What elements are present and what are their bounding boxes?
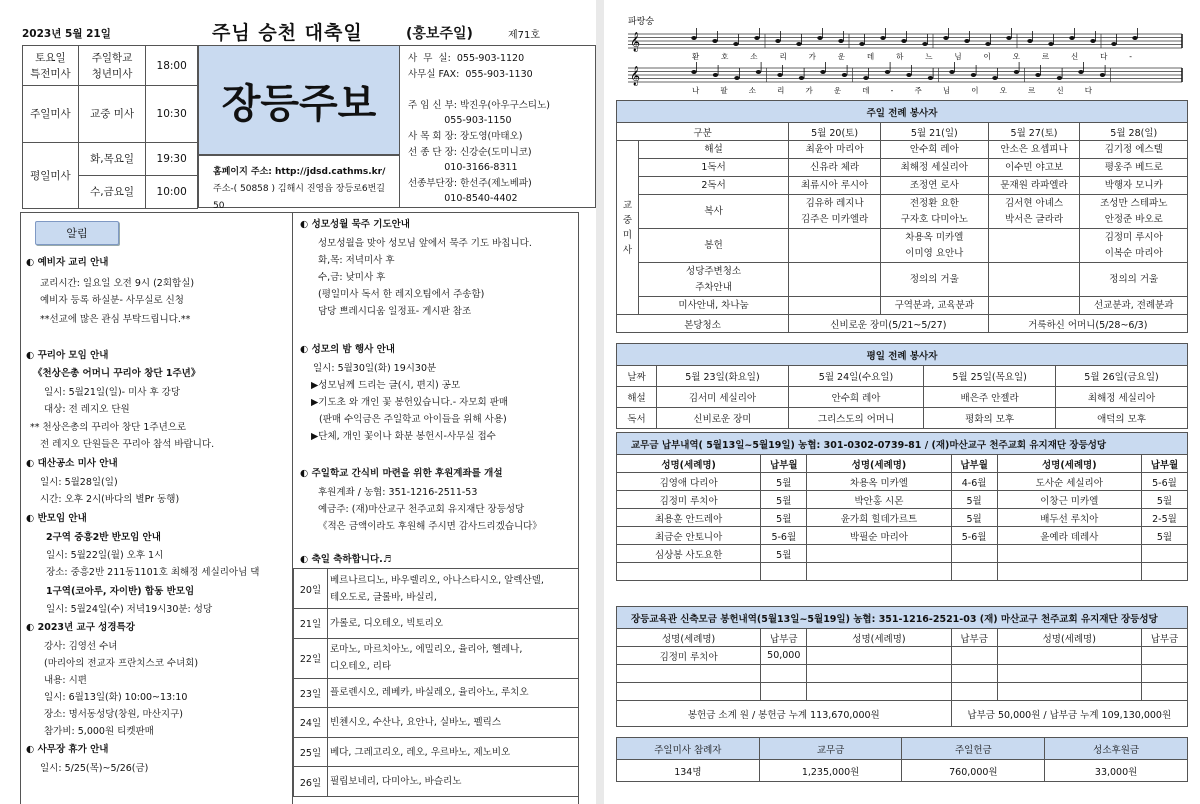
hymn-score (622, 14, 1188, 98)
column-header: 성명(세례명) (997, 455, 1141, 473)
section-heading: ◐ 축일 축하합니다.♬ (300, 554, 392, 565)
table-cell: 5월 (951, 491, 997, 509)
svg-text:𝄞: 𝄞 (630, 66, 641, 86)
feast-date: 20일 (294, 569, 328, 609)
mass-name: 교중 미사 (78, 86, 146, 143)
bulletin-banner: 장등주보 (198, 45, 400, 155)
total-value: 134명 (617, 760, 760, 782)
feast-date: 23일 (294, 678, 328, 708)
contact-info: 사 무 실: 055-903-1120 사무실 FAX: 055-903-1130 주 임 신 부: 박진우(아우구스티노) 055-903-1150 사 목 회 장: 장도영(마태오) 선 종 단 장: 신강순(도미니코) 010-3166-8311 선종부단장: 한선주(제노베파) 010-8540-4402 (400, 45, 596, 208)
table-cell: 박안홍 시몬 (807, 491, 951, 509)
table-row (617, 760, 1188, 782)
section-title: 평일 전례 봉사자 (617, 344, 1188, 366)
table-cell: 5월 24일(수요일) (788, 366, 923, 387)
row-label: 미사안내, 차나눔 (639, 297, 789, 315)
feast-date: 24일 (294, 708, 328, 738)
table-cell (617, 563, 761, 581)
table-cell: 5-6월 (1141, 473, 1187, 491)
table-cell: 도사순 세실리아 (997, 473, 1141, 491)
table-cell: 5-6월 (951, 527, 997, 545)
table-row (617, 527, 1188, 545)
table-row (617, 229, 1188, 263)
table-cell: 애덕의 모후 (1056, 408, 1188, 429)
table-cell: 김영애 다리아 (617, 473, 761, 491)
column-header: 납부월 (951, 455, 997, 473)
feast-names: 베다, 그레고리오, 레오, 우르바노, 제노비오 (328, 737, 579, 767)
table-cell: 조정연 로사 (881, 177, 988, 195)
column-header: 납부금 (1141, 629, 1187, 647)
column-header: 성명(세례명) (617, 629, 761, 647)
table-cell: 5월 (761, 491, 807, 509)
table-cell: 최류시아 루시아 (789, 177, 881, 195)
column-header: 납부금 (951, 629, 997, 647)
table-row (617, 195, 1188, 229)
table-cell: 4-6월 (951, 473, 997, 491)
table-cell (761, 665, 807, 683)
table-row (617, 509, 1188, 527)
hymn-lyrics-1: 환 호 소 리 가 운 데 하 느 님 이 오 르 신 다 - (692, 52, 1132, 61)
table-cell: 최해정 세실리아 (1056, 387, 1188, 408)
column-header: 성명(세례명) (807, 455, 951, 473)
feast-day-table (293, 568, 579, 797)
table-cell (997, 665, 1141, 683)
offering-summary: 봉헌금 소계 원 / 봉헌금 누계 113,670,000원 (617, 701, 952, 727)
total-value: 33,000원 (1045, 760, 1188, 782)
table-title-row (617, 101, 1188, 123)
table-cell: 그리스도의 어머니 (788, 408, 923, 429)
mass-day: 토요일 특전미사 (23, 46, 79, 86)
table-cell (951, 563, 997, 581)
total-value: 760,000원 (902, 760, 1045, 782)
feast-date: 25일 (294, 737, 328, 767)
table-cell (789, 297, 881, 315)
feast-date: 21일 (294, 609, 328, 639)
column-header: 성소후원금 (1045, 738, 1188, 760)
table-cell: 5월 (1141, 491, 1187, 509)
notice-line: 강사: 김영선 수녀 (44, 641, 118, 652)
table-cell: 차용옥 미카엘 (807, 473, 951, 491)
table-cell (951, 545, 997, 563)
table-cell (807, 563, 951, 581)
section-heading: 2구역 중흥2반 반모임 안내 (46, 532, 161, 543)
mass-day: 주일미사 (23, 86, 79, 143)
notice-label: 알림 (35, 221, 119, 245)
table-row (617, 141, 1188, 159)
table-title-row (617, 607, 1188, 629)
table-cell: 이창근 미카엘 (997, 491, 1141, 509)
table-cell: 차용옥 미카엘 이미영 요안나 (881, 229, 988, 263)
table-cell: 거룩하신 어머니(5/28~6/3) (988, 315, 1187, 333)
notice-line: ▶기도초 와 개인 꽃 봉헌있습니다.- 자모회 판매 (311, 397, 509, 408)
column-header: 성명(세례명) (997, 629, 1141, 647)
table-cell: 김정미 루시아 이복순 마리아 (1080, 229, 1188, 263)
table-cell (807, 665, 951, 683)
section-title: 장등교육관 신축모금 봉헌내역(5월13일~5월19일) 농협: 351-1216-2521-03 (재) 마산교구 천주교회 유지재단 장등성당 (617, 607, 1188, 629)
table-cell: 5-6월 (761, 527, 807, 545)
table-cell (761, 683, 807, 701)
homepage-url[interactable]: 홈페이지 주소: http://jdsd.cathms.kr/ (213, 167, 386, 177)
table-cell: 50,000 (761, 647, 807, 665)
table-cell (807, 545, 951, 563)
column-header: 납부월 (761, 455, 807, 473)
table-header-row (617, 455, 1188, 473)
table-cell: 평웅주 베드로 (1080, 159, 1188, 177)
notice-line: (평일미사 독서 한 레지오팀에서 주송함) (318, 289, 485, 300)
mass-day: 평일미사 (23, 143, 79, 209)
page-subtitle: (홍보주일) (406, 26, 473, 42)
table-header-row (617, 629, 1188, 647)
section-heading: 1구역(코아루, 자이반) 합동 반모임 (46, 586, 195, 597)
table-cell (761, 563, 807, 581)
section-heading: ◐ 예비자 교리 안내 (26, 257, 109, 268)
table-cell: 김서현 아녜스 박서은 글라라 (988, 195, 1080, 229)
table-title-row (617, 344, 1188, 366)
table-cell (1141, 683, 1187, 701)
table-cell: 신비로운 장미 (657, 408, 789, 429)
row-label: 본당청소 (617, 315, 789, 333)
table-cell (807, 647, 951, 665)
table-row (617, 408, 1188, 429)
row-label: 2독서 (639, 177, 789, 195)
section-heading: ◐ 반모임 안내 (26, 513, 87, 524)
totals-table (616, 737, 1188, 782)
table-cell: 김유하 레지나 김주은 미카엘라 (789, 195, 881, 229)
table-cell (789, 263, 881, 297)
table-cell: 심상봉 사도요한 (617, 545, 761, 563)
notice-line: ▶성모님께 드리는 글(시, 편지) 공모 (311, 380, 461, 391)
section-side-label: 교 중 미 사 (617, 141, 639, 315)
column-header: 5월 21(일) (881, 123, 988, 141)
column-header: 성명(세례명) (617, 455, 761, 473)
sunday-ministers-table (616, 100, 1188, 333)
notice-line: 내용: 시편 (44, 675, 87, 686)
table-row (617, 315, 1188, 333)
notice-line: 전 레지오 단원들은 꾸리아 참석 바랍니다. (40, 439, 215, 450)
notice-line: 수,금: 낮미사 후 (318, 272, 386, 283)
row-label: 1독서 (639, 159, 789, 177)
table-cell (617, 683, 761, 701)
feast-date: 26일 (294, 767, 328, 797)
table-row (617, 665, 1188, 683)
mass-name: 주일학교 청년미사 (78, 46, 146, 86)
notice-line: 《적은 금액이라도 후원해 주시면 감사드리겠습니다》 (318, 521, 542, 532)
column-header: 교무금 (759, 738, 902, 760)
notice-line: (마리아의 전교자 프란치스코 수녀회) (44, 658, 199, 669)
section-heading: ◐ 성모성월 묵주 기도안내 (300, 219, 410, 230)
table-cell: 윤가희 힐데가르트 (807, 509, 951, 527)
row-label: 해설 (639, 141, 789, 159)
table-cell: 5월 23일(화요일) (657, 366, 789, 387)
column-header: 납부월 (1141, 455, 1187, 473)
table-cell: 선교분과, 전례분과 (1080, 297, 1188, 315)
row-label: 날짜 (617, 366, 657, 387)
mass-time: 19:30 (146, 143, 198, 176)
feast-names: 플로렌시오, 레베카, 바실레오, 율리아노, 루치오 (328, 678, 579, 708)
table-cell (789, 229, 881, 263)
table-cell: 전정환 요한 구자호 다미아노 (881, 195, 988, 229)
hymn-lyrics-2: 나 팔 소 리 가 운 데 - 주 님 이 오 르 신 다 (692, 86, 1092, 95)
table-cell: 이수민 야고보 (988, 159, 1080, 177)
table-cell (988, 263, 1080, 297)
row-label: 독서 (617, 408, 657, 429)
mass-name: 화,목요일 (78, 143, 146, 176)
section-heading: ◐ 대산공소 미사 안내 (26, 458, 118, 469)
notice-line: 후원계좌 / 농협: 351-1216-2511-53 (318, 487, 478, 498)
table-cell (988, 229, 1080, 263)
table-cell (617, 665, 761, 683)
table-header-row (617, 738, 1188, 760)
total-value: 1,235,000원 (759, 760, 902, 782)
notice-line: 참가비: 5,000원 티켓판매 (44, 726, 154, 737)
row-label: 봉헌 (639, 229, 789, 263)
table-row (294, 678, 579, 708)
mass-time: 10:30 (146, 86, 198, 143)
table-cell: 문재원 라파엘라 (988, 177, 1080, 195)
table-cell: 배두선 루치아 (997, 509, 1141, 527)
notice-line: 일시: 6월13일(화) 10:00~13:10 (44, 692, 188, 703)
feast-names: 베르나르디노, 바우렐리오, 아나스타시오, 알렉산델, 테오도로, 글롤바, 바실리, (328, 569, 579, 609)
hymn-label: 파랑숭 (628, 17, 655, 27)
homepage-box (198, 155, 400, 211)
table-cell: 최용훈 안드레아 (617, 509, 761, 527)
column-header: 납부금 (761, 629, 807, 647)
section-heading: 《천상은총 어머니 꾸리아 창단 1주년》 (33, 368, 201, 379)
table-cell: 안수희 레아 (881, 141, 988, 159)
dues-table (616, 432, 1188, 581)
table-cell: 구역분과, 교육분과 (881, 297, 988, 315)
table-cell: 최금순 안토니아 (617, 527, 761, 545)
table-cell (997, 683, 1141, 701)
table-row (294, 708, 579, 738)
table-cell (997, 545, 1141, 563)
table-cell: 안수희 레아 (788, 387, 923, 408)
table-cell: 김기정 에스텔 (1080, 141, 1188, 159)
table-cell: 정의의 거울 (1080, 263, 1188, 297)
column-header: 구분 (617, 123, 789, 141)
table-cell: 5월 (761, 545, 807, 563)
table-cell: 윤예라 데레사 (997, 527, 1141, 545)
table-row (617, 159, 1188, 177)
dues-summary: 납부금 50,000원 / 납부금 누계 109,130,000원 (951, 701, 1187, 727)
row-label: 해설 (617, 387, 657, 408)
weekday-ministers-table (616, 343, 1188, 429)
table-cell: 최윤아 마리아 (789, 141, 881, 159)
table-row (617, 545, 1188, 563)
table-cell (1141, 647, 1187, 665)
table-cell: 조성만 스테파노 안정준 바오로 (1080, 195, 1188, 229)
notice-line: 대상: 전 레지오 단원 (44, 404, 130, 415)
table-cell (988, 297, 1080, 315)
column-header: 성명(세례명) (807, 629, 951, 647)
table-row (617, 263, 1188, 297)
row-label: 성당주변청소 주차안내 (639, 263, 789, 297)
notice-line: 일시: 5월24일(수) 저녁19시30분: 성당 (46, 604, 213, 615)
section-heading: ◐ 주일학교 간식비 마련을 위한 후원계좌를 개설 (300, 468, 503, 479)
table-cell: 5월 (761, 509, 807, 527)
table-row (294, 638, 579, 678)
table-title-row (617, 433, 1188, 455)
notice-line: (판매 수익금은 주일학교 아이들을 위해 사용) (319, 414, 507, 425)
table-cell: 박행자 모니카 (1080, 177, 1188, 195)
column-header: 주일헌금 (902, 738, 1045, 760)
building-fund-table (616, 606, 1188, 727)
feast-names: 빈첸시오, 수산나, 요안나, 실바노, 펠릭스 (328, 708, 579, 738)
feast-names: 가롤로, 디오테오, 빅토리오 (328, 609, 579, 639)
mass-time: 18:00 (146, 46, 198, 86)
feast-date: 22일 (294, 638, 328, 678)
table-row (617, 387, 1188, 408)
table-cell (997, 563, 1141, 581)
table-cell (997, 647, 1141, 665)
table-cell: 신유라 체라 (789, 159, 881, 177)
table-cell (951, 665, 997, 683)
mass-time: 10:00 (146, 176, 198, 209)
table-cell: 배은주 안젤라 (924, 387, 1056, 408)
notice-line: 예비자 등록 하실분- 사무실로 신청 (40, 295, 184, 306)
table-row (294, 569, 579, 609)
table-row (294, 609, 579, 639)
table-cell (1141, 563, 1187, 581)
table-cell (1141, 665, 1187, 683)
table-cell: 5월 26일(금요일) (1056, 366, 1188, 387)
table-cell (807, 683, 951, 701)
table-cell: 김정미 루치아 (617, 647, 761, 665)
table-cell: 최해정 세실리아 (881, 159, 988, 177)
svg-text:𝄞: 𝄞 (630, 32, 641, 52)
table-cell: 신비로운 장미(5/21~5/27) (789, 315, 988, 333)
table-cell: 김서미 세실리아 (657, 387, 789, 408)
section-heading: ◐ 꾸리아 모임 안내 (26, 350, 109, 361)
notice-line: **선교에 많은 관심 부탁드립니다.** (40, 314, 191, 325)
summary-row (617, 701, 1188, 727)
section-heading: ◐ 2023년 교구 성경특강 (26, 622, 135, 633)
section-heading: ◐ 사무장 휴가 안내 (26, 744, 109, 755)
notice-line: 일시: 5월28일(일) (40, 477, 118, 488)
column-header: 5월 20(토) (789, 123, 881, 141)
row-label: 복사 (639, 195, 789, 229)
bulletin-left-page (0, 0, 596, 804)
issue-date: 2023년 5월 21일 (22, 28, 111, 40)
notice-line: 성모성월을 맞아 성모님 앞에서 묵주 기도 바칩니다. (318, 238, 532, 249)
notice-line: ** 천상은총의 꾸리아 창단 1주년으로 (30, 422, 187, 433)
bulletin-right-page (604, 0, 1200, 804)
table-cell: 김정미 루치아 (617, 491, 761, 509)
table-cell: 5월 25일(목요일) (924, 366, 1056, 387)
table-cell: 5월 (1141, 527, 1187, 545)
notice-line: 담당 쁘레시디움 일정표- 게시판 참조 (318, 306, 472, 317)
notice-line: 교리시간: 일요일 오전 9시 (2회합실) (40, 278, 195, 289)
issue-number: 제71호 (508, 30, 541, 41)
notice-line: 일시: 5월30일(화) 19시30분 (313, 363, 437, 374)
section-title: 교무금 납부내역( 5월13일~5월19일) 농협: 301-0302-0739-81 / (재)마산교구 천주교회 유지재단 장등성당 (617, 433, 1188, 455)
table-row (294, 767, 579, 797)
feast-names: 필립보네리, 다미아노, 바슬리노 (328, 767, 579, 797)
notice-line: 일시: 5월21일(일)- 미사 후 강당 (44, 387, 181, 398)
table-header-row (617, 366, 1188, 387)
column-header: 주일미사 참례자 (617, 738, 760, 760)
notice-line: 화,목: 저녁미사 후 (318, 255, 395, 266)
table-cell: 안소은 요셉피나 (988, 141, 1080, 159)
table-cell: 2-5월 (1141, 509, 1187, 527)
table-row (617, 297, 1188, 315)
notice-line: 예금주: (재)마산교구 천주교회 유지재단 장등성당 (318, 504, 525, 515)
feast-names: 로마노, 마르치아노, 에밀리오, 율리아, 헬레나, 디오테오, 리타 (328, 638, 579, 678)
notice-line: 시간: 오후 2시(바다의 별Pr 동행) (40, 494, 180, 505)
table-row (617, 683, 1188, 701)
section-title: 주일 전례 봉사자 (617, 101, 1188, 123)
table-row (617, 563, 1188, 581)
table-cell: 정의의 거울 (881, 263, 988, 297)
notice-line: 일시: 5월22일(월) 오후 1시 (46, 550, 164, 561)
table-cell (1141, 545, 1187, 563)
notice-line: ▶단체, 개인 꽃이나 화분 봉헌시-사무실 접수 (311, 431, 496, 442)
table-cell (951, 647, 997, 665)
notice-line: 장소: 중흥2반 211동1101호 최해정 세실리아님 댁 (46, 567, 260, 578)
table-row (617, 473, 1188, 491)
mass-name: 수,금요일 (78, 176, 146, 209)
table-cell: 5월 (761, 473, 807, 491)
notice-line: 장소: 명서동성당(창원, 마산지구) (44, 709, 183, 720)
page-title: 주님 승천 대축일 (212, 22, 363, 44)
table-cell: 평화의 모후 (924, 408, 1056, 429)
column-header: 5월 27(토) (988, 123, 1080, 141)
table-row (617, 491, 1188, 509)
table-cell: 5월 (951, 509, 997, 527)
table-header-row (617, 123, 1188, 141)
table-cell: 박필순 마리아 (807, 527, 951, 545)
table-cell (951, 683, 997, 701)
table-row (617, 647, 1188, 665)
mass-schedule-table (22, 45, 198, 209)
table-row (617, 177, 1188, 195)
parish-address: 주소-( 50858 ) 김해시 진영읍 장등로6번길 50 (213, 184, 385, 211)
section-heading: ◐ 성모의 밤 행사 안내 (300, 344, 395, 355)
notice-line: 일시: 5/25(목)~5/26(금) (40, 763, 149, 774)
table-row (294, 737, 579, 767)
column-header: 5월 28(일) (1080, 123, 1188, 141)
